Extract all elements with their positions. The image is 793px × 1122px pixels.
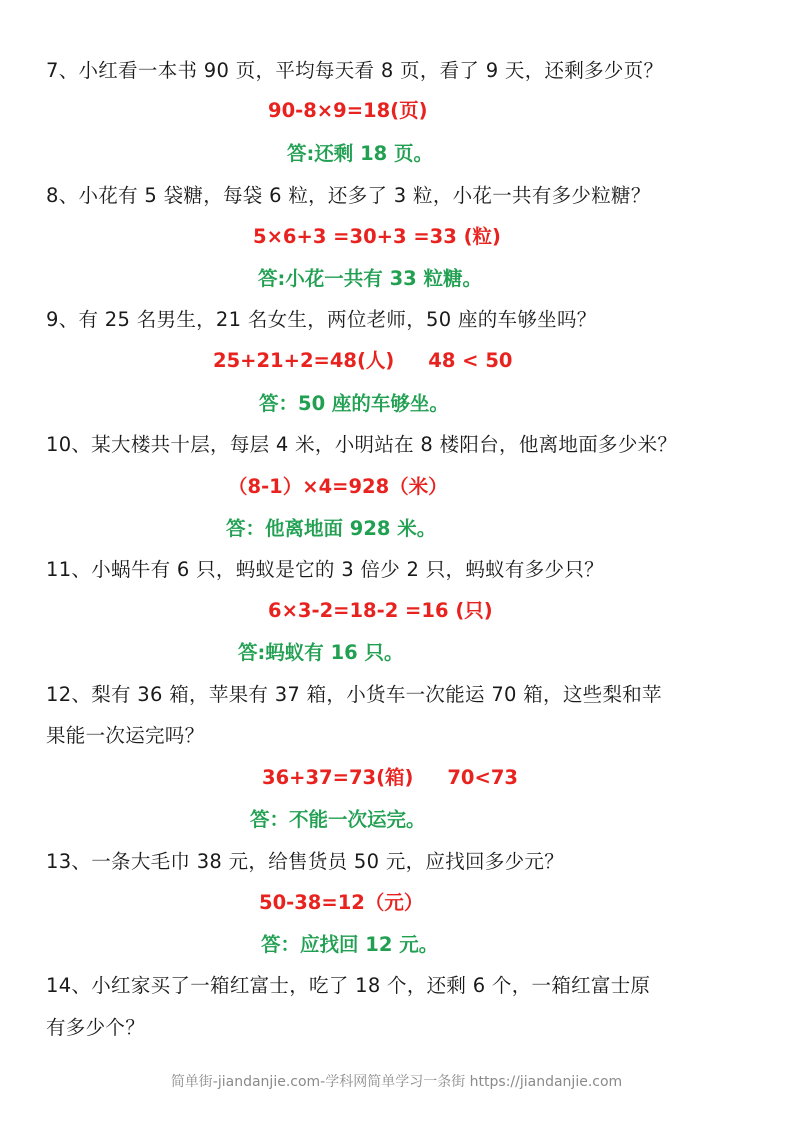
- answer-9: 答：50 座的车够坐。: [259, 392, 449, 415]
- question-7: 7、小红看一本书 90 页，平均每天看 8 页，看了 9 天，还剩多少页？: [46, 59, 664, 82]
- equation-13: 50-38=12（元）: [259, 891, 424, 914]
- equation-12: 36+37=73(箱) 70<73: [262, 766, 518, 789]
- page-footer: 简单街-jiandanjie.com-学科网简单学习一条街 https://jiandanjie.com: [170, 1074, 623, 1090]
- question-10: 10、某大楼共十层，每层 4 米，小明站在 8 楼阳台，他离地面多少米？: [46, 433, 678, 456]
- question-8: 8、小花有 5 袋糖，每袋 6 粒，还多了 3 粒，小花一共有多少粒糖？: [46, 184, 651, 207]
- answer-7: 答:还剩 18 页。: [287, 142, 434, 165]
- equation-11: 6×3-2=18-2 =16 (只): [268, 599, 493, 622]
- question-12-line-2: 果能一次运完吗？: [46, 724, 205, 747]
- question-14-line-1: 14、小红家买了一箱红富士，吃了 18 个，还剩 6 个，一箱红富士原: [46, 974, 651, 997]
- answer-12: 答：不能一次运完。: [250, 808, 426, 831]
- answer-13: 答：应找回 12 元。: [261, 933, 439, 956]
- equation-8: 5×6+3 =30+3 =33 (粒): [253, 225, 501, 248]
- question-9: 9、有 25 名男生，21 名女生，两位老师，50 座的车够坐吗？: [46, 308, 597, 331]
- equation-10: （8-1）×4=928（米）: [228, 475, 448, 498]
- question-13: 13、一条大毛巾 38 元，给售货员 50 元，应找回多少元？: [46, 850, 565, 873]
- question-11: 11、小蜗牛有 6 只，蚂蚁是它的 3 倍少 2 只，蚂蚁有多少只？: [46, 558, 604, 581]
- question-14-line-2: 有多少个？: [46, 1016, 146, 1039]
- question-12-line-1: 12、梨有 36 箱，苹果有 37 箱，小货车一次能运 70 箱，这些梨和苹: [46, 683, 662, 706]
- answer-10: 答：他离地面 928 米。: [226, 517, 437, 540]
- answer-8: 答:小花一共有 33 粒糖。: [258, 267, 483, 290]
- answer-11: 答:蚂蚁有 16 只。: [238, 641, 404, 664]
- equation-7: 90-8×9=18(页): [268, 99, 428, 122]
- equation-9: 25+21+2=48(人) 48 < 50: [213, 349, 513, 372]
